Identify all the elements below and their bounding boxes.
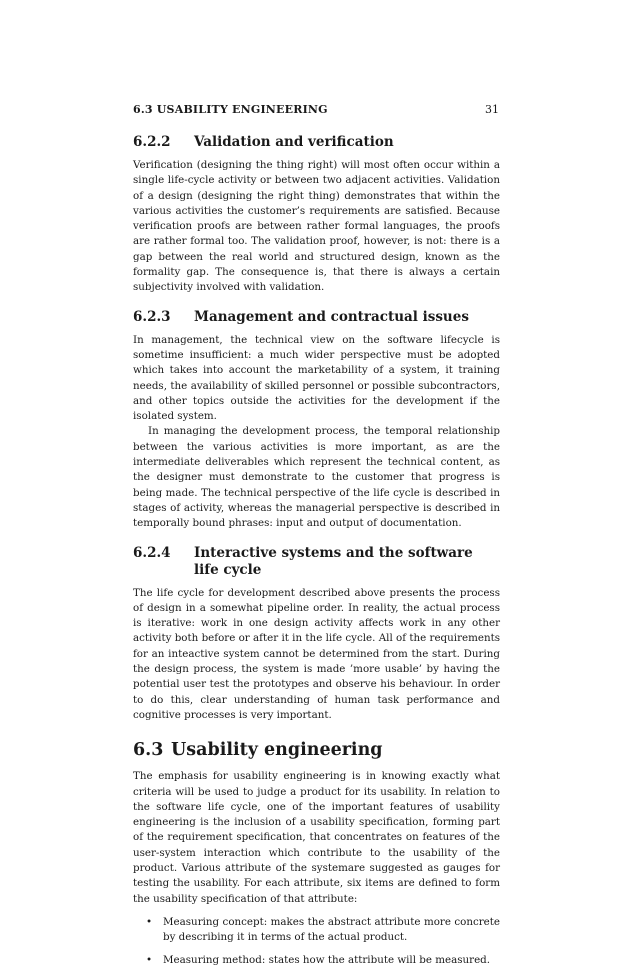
section-title: Usability engineering	[171, 740, 383, 761]
subsection-title: Management and contractual issues	[194, 308, 469, 325]
subsection-number: 6.2.4	[133, 544, 171, 561]
list-item-text: Measuring method: states how the attribute will be measured.	[163, 954, 491, 967]
paragraph: Verification (designing the thing right) will most often occur within a single life-cycle activity or between two adjacent activities. Validation of a design (designing the right thing) demonstrates that within the various activities the customer’s requirements are satisfied. Because verification proofs are between rather formal languages, the proofs are rather formal too. The validation proof, however, is not: there is a gap between the real world and structured design, known as the formality gap. The consequence is, that there is always a certain subjectivity involved with validation.	[133, 159, 500, 294]
subsection-title: Validation and verification	[194, 134, 394, 150]
running-header	[133, 103, 499, 117]
paragraph: In management, the technical view on the software lifecycle is sometime insufficient: a much wider perspective must be adopted which takes into account the marketability of a system, it training needs, the availability of skilled personnel or possible subcontractors, and other topics outside the activities for the development if the isolated system.	[133, 333, 500, 423]
paragraph: In managing the development process, the temporal relationship between the various activities is more important, as are the intermediate deliverables which represent the technical content, as the designer must demonstrate to the customer that progress is being made. The technical perspective of the life cycle is described in stages of activity, whereas the managerial perspective is described in temporally bound phrases: input and output of documentation.	[133, 425, 500, 530]
subsection-heading-6-2-2	[133, 134, 500, 151]
subsection-heading-6-2-3	[133, 309, 500, 326]
page-number: 31	[485, 103, 499, 116]
bullet-icon: •	[146, 954, 153, 967]
subsection-number: 6.2.3	[133, 308, 171, 325]
running-header-title: 6.3 USABILITY ENGINEERING	[133, 103, 328, 116]
bullet-icon: •	[146, 915, 153, 928]
paragraph: The emphasis for usability engineering is in knowing exactly what criteria will be used to judge a product for its usability. In relation to the software life cycle, one of the important features of usability engineering is the inclusion of a usability specification, forming part of the requirement specification, that concentrates on features of the user-system interaction which contribute to the usability of the product. Various attribute of the systemare suggested as gauges for testing the usability. For each attribute, six items are defined to form the usability specification of that attribute:	[133, 770, 500, 905]
page-body	[133, 134, 500, 977]
bullet-list	[133, 915, 500, 969]
subsection-title: Interactive systems and the software life cycle	[194, 544, 473, 578]
list-item	[146, 953, 500, 968]
list-item	[146, 915, 500, 946]
list-item-text: Measuring concept: makes the abstract attribute more concrete by describing it in terms of the actual product.	[163, 915, 500, 944]
section-number: 6.3	[133, 740, 164, 761]
section-heading-6-3	[133, 739, 500, 761]
paragraph: The life cycle for development described above presents the process of design in a somewhat pipeline order. In reality, the actual process is iterative: work in one design activity affects work in any other activity both before or after it in the life cycle. All of the requirements for an inteactive system cannot be determined from the start. During the design process, the system is made ’more usable’ by having the potential user test the prototypes and observe his behaviour. In order to do this, clear understanding of human task performance and cognitive processes is very important.	[133, 586, 500, 721]
subsection-number: 6.2.2	[133, 134, 171, 150]
subsection-heading-6-2-4	[133, 545, 500, 579]
